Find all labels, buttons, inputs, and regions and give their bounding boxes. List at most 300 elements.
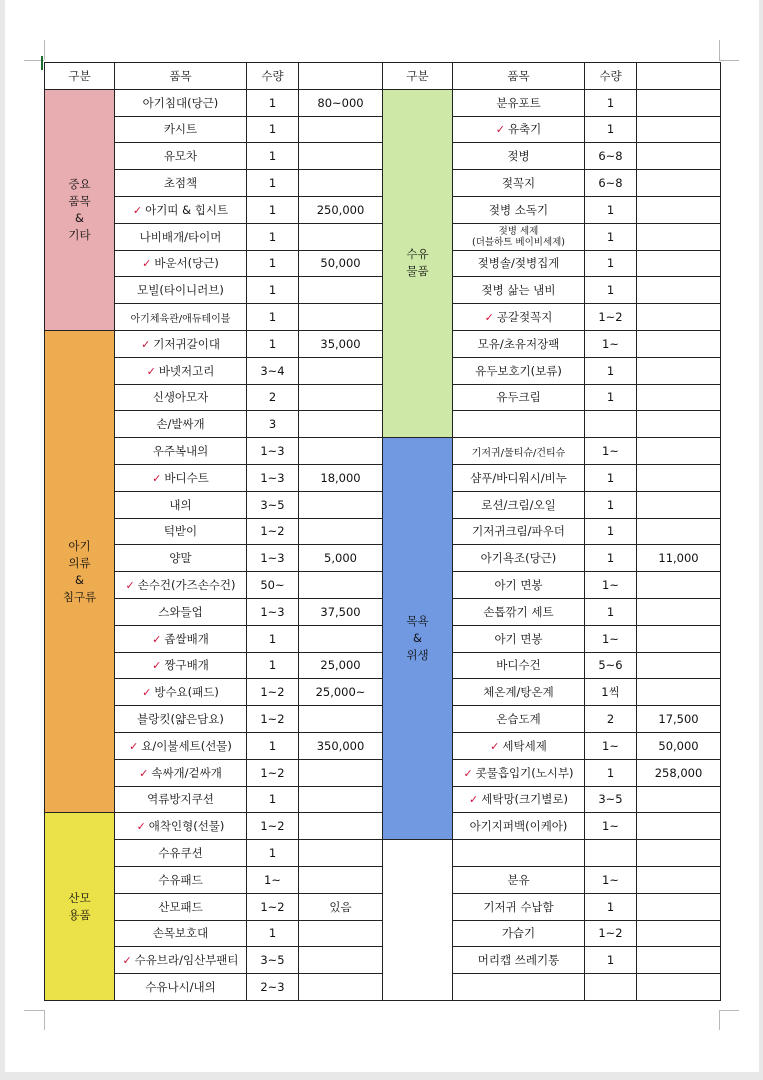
qty-cell: 1 [585,491,637,518]
price-cell [637,920,721,947]
qty-cell: 1 [585,598,637,625]
price-cell [637,974,721,1001]
item-cell [115,652,247,679]
category-label-line: 목욕 [406,614,429,629]
price-cell [637,357,721,384]
item-name: 짱구배개 [164,658,209,673]
price-cell [637,893,721,920]
category-cell [45,330,115,812]
category-label-line: 위생 [406,648,429,663]
price-cell [637,625,721,652]
category-label-line: 아기 [68,538,91,553]
category-label-line: & [413,631,422,646]
item-name: 체온계/탕온계 [483,685,554,700]
qty-cell: 1 [585,223,637,250]
item-name: 분유포트 [496,95,541,110]
item-name: 유두보호기(보류) [475,363,562,378]
item-cell [453,974,585,1001]
item-cell [115,786,247,813]
item-cell [453,545,585,572]
item-cell [115,974,247,1001]
price-cell [637,143,721,170]
qty-cell: 1 [585,384,637,411]
item-cell [115,572,247,599]
qty-cell: 1 [585,545,637,572]
qty-cell [585,840,637,867]
header-item: 품목 [453,63,585,90]
price-cell [637,438,721,465]
item-name: 유두크림 [496,390,541,405]
crop-mark [719,1010,739,1011]
qty-cell: 3~4 [247,357,299,384]
item-cell [453,893,585,920]
qty-cell [585,411,637,438]
price-cell: 35,000 [299,330,383,357]
table-row [45,89,721,116]
item-name: 샴푸/바디워시/비누 [470,470,567,485]
price-cell [299,223,383,250]
item-name: 젖병 [507,149,530,164]
price-cell [299,518,383,545]
qty-cell: 1~2 [247,893,299,920]
crop-mark [44,1010,45,1030]
item-cell [453,572,585,599]
price-cell [299,116,383,143]
qty-cell: 3~5 [247,947,299,974]
item-name: 젖병솔/젖병집게 [477,256,560,271]
item-name: 나비배개/타이머 [139,229,222,244]
item-name: 내의 [169,497,192,512]
item-name: 공갈젖꼭지 [496,310,553,325]
item-cell [453,706,585,733]
header-item: 품목 [115,63,247,90]
price-cell [299,974,383,1001]
item-cell [115,491,247,518]
item-cell [115,759,247,786]
item-name: 요/이불세트(선물) [141,738,232,753]
item-name: 손톱깎기 세트 [483,604,554,619]
price-cell [299,840,383,867]
qty-cell: 1 [585,116,637,143]
price-cell [637,384,721,411]
item-cell [453,223,585,250]
price-cell [637,840,721,867]
item-name-line2: (더블하트 베이비세제) [471,236,566,248]
item-cell [453,518,585,545]
category-label-line: 용품 [68,907,91,922]
item-cell [115,330,247,357]
qty-cell: 1~ [247,866,299,893]
item-name: 바디수트 [164,470,209,485]
checkmark-icon: ✓ [129,739,139,753]
item-name: 바디수건 [496,658,541,673]
item-cell [453,170,585,197]
table-row [45,438,721,465]
item-name: 젖병 소독기 [488,202,549,217]
item-name: 바운서(당근) [154,256,219,271]
item-name: 수유패드 [158,872,203,887]
item-cell [115,947,247,974]
item-name: 블랑킷(얇은담요) [137,712,224,727]
item-cell [453,277,585,304]
item-cell [115,545,247,572]
checkmark-icon: ✓ [142,257,152,271]
price-cell: 37,500 [299,598,383,625]
qty-cell: 1 [247,223,299,250]
item-cell [453,411,585,438]
checkmark-icon: ✓ [136,820,146,834]
qty-cell: 1~3 [247,464,299,491]
item-cell [115,89,247,116]
price-cell [299,357,383,384]
qty-cell: 2~3 [247,974,299,1001]
item-name: 기저귀/물티슈/건티슈 [471,447,566,459]
header-qty: 수량 [585,63,637,90]
item-cell [453,840,585,867]
header-category: 구분 [45,63,115,90]
qty-cell: 1 [247,920,299,947]
checkmark-icon: ✓ [152,659,162,673]
item-cell [453,464,585,491]
item-name: 가습기 [501,926,536,941]
qty-cell: 1 [585,947,637,974]
item-name: 세탁세제 [502,738,547,753]
item-name: 기저귀 수납함 [483,899,554,914]
item-name: 아기 면봉 [494,578,543,593]
category-label-line: & [75,572,84,587]
item-cell [115,116,247,143]
category-label-line: 산모 [68,890,91,905]
qty-cell: 1~ [585,732,637,759]
qty-cell: 1~2 [247,813,299,840]
qty-cell: 1~ [585,330,637,357]
qty-cell: 2 [585,706,637,733]
qty-cell: 3~5 [247,491,299,518]
item-cell [453,732,585,759]
qty-cell: 1 [247,89,299,116]
price-cell [299,411,383,438]
price-cell: 80~000 [299,89,383,116]
price-cell [637,813,721,840]
checkmark-icon: ✓ [142,686,152,700]
qty-cell: 1 [247,652,299,679]
qty-cell: 1 [585,196,637,223]
item-name: 초점책 [163,176,198,191]
category-cell [383,438,453,840]
item-cell [115,866,247,893]
price-cell [299,491,383,518]
checkmark-icon: ✓ [469,793,479,807]
item-cell [115,304,247,331]
item-cell [115,518,247,545]
price-cell [299,706,383,733]
item-name: 아기체육관/애듀테이블 [130,313,231,325]
item-name: 좁쌀배개 [164,631,209,646]
price-cell [637,304,721,331]
header-price [299,63,383,90]
category-label-line: 의류 [68,555,91,570]
item-cell [453,330,585,357]
price-cell: 25,000 [299,652,383,679]
item-name: 신생아모자 [152,390,209,405]
qty-cell: 1~ [585,866,637,893]
item-cell [453,438,585,465]
qty-cell: 1 [247,304,299,331]
item-cell [453,759,585,786]
baby-items-table [44,62,721,1001]
price-cell [637,679,721,706]
table-row [45,840,721,867]
item-name: 분유 [507,872,530,887]
checkmark-icon: ✓ [122,954,132,968]
text-cursor [41,56,43,70]
item-cell [115,679,247,706]
price-cell [637,277,721,304]
qty-cell: 1 [247,786,299,813]
item-name: 산모패드 [158,899,203,914]
header-qty: 수량 [247,63,299,90]
item-name: 역류방지쿠션 [147,792,214,807]
price-cell: 258,000 [637,759,721,786]
price-cell [637,411,721,438]
qty-cell: 3~5 [585,786,637,813]
item-cell [115,250,247,277]
item-name: 젖병 삶는 냄비 [481,283,556,298]
price-cell [637,170,721,197]
qty-cell: 1~ [585,438,637,465]
qty-cell: 1 [247,143,299,170]
item-cell [453,920,585,947]
checkmark-icon: ✓ [495,123,505,137]
item-name: 모빌(타이니러브) [137,283,224,298]
item-name: 아기침대(당근) [142,95,219,110]
price-cell: 50,000 [637,732,721,759]
price-cell [637,598,721,625]
item-name: 머리캡 쓰레기통 [477,953,560,968]
price-cell: 있음 [299,893,383,920]
qty-cell: 1~2 [247,706,299,733]
price-cell: 5,000 [299,545,383,572]
qty-cell: 1 [585,250,637,277]
price-cell [637,947,721,974]
price-cell [299,438,383,465]
item-name: 바넷저고리 [158,363,215,378]
item-name: 유모차 [163,149,198,164]
item-name: 수유나시/내의 [145,979,216,994]
qty-cell: 1 [247,840,299,867]
price-cell: 25,000~ [299,679,383,706]
item-name: 로션/크림/오일 [481,497,556,512]
qty-cell: 1~3 [247,438,299,465]
checkmark-icon: ✓ [125,579,135,593]
checkmark-icon: ✓ [484,311,494,325]
qty-cell: 1~2 [247,518,299,545]
qty-cell: 3 [247,411,299,438]
item-name: 스와들업 [158,604,203,619]
price-cell [299,170,383,197]
item-cell [453,786,585,813]
price-cell: 11,000 [637,545,721,572]
item-name: 모유/초유저장팩 [477,336,560,351]
item-cell [453,813,585,840]
price-cell: 50,000 [299,250,383,277]
qty-cell: 1 [585,893,637,920]
price-cell [299,759,383,786]
item-cell [453,250,585,277]
item-name: 카시트 [163,122,198,137]
qty-cell: 1 [585,759,637,786]
qty-cell: 1 [247,330,299,357]
item-name: 아기욕조(당근) [480,551,557,566]
price-cell [299,572,383,599]
price-cell [637,572,721,599]
item-name: 젖병 세제 [498,225,539,237]
qty-cell: 1~ [585,625,637,652]
qty-cell: 1 [247,277,299,304]
qty-cell: 1 [585,277,637,304]
header-price [637,63,721,90]
price-cell [299,143,383,170]
item-cell [453,384,585,411]
item-name: 수유쿠션 [158,846,203,860]
item-cell [115,813,247,840]
item-cell [453,625,585,652]
item-cell [453,679,585,706]
item-name: 아기 면봉 [494,631,543,646]
item-name: 속싸개/겉싸개 [151,765,222,780]
checkmark-icon: ✓ [146,364,156,378]
item-name: 손목보호대 [152,926,209,941]
crop-mark [719,40,720,60]
item-cell [115,625,247,652]
item-name: 유축기 [507,122,542,137]
qty-cell: 1 [247,625,299,652]
item-cell [453,947,585,974]
qty-cell: 1~ [585,572,637,599]
item-cell [115,598,247,625]
item-cell [115,223,247,250]
item-name: 턱받이 [163,524,198,539]
item-cell [115,170,247,197]
category-label-line: 품목 [68,193,91,208]
category-label-line: 침구류 [62,589,97,604]
qty-cell [585,974,637,1001]
item-name: 우주복내의 [152,444,209,459]
qty-cell: 1~2 [585,304,637,331]
item-cell [115,464,247,491]
checkmark-icon: ✓ [152,471,162,485]
header-row [45,63,721,90]
price-cell [637,866,721,893]
category-cell [383,840,453,1001]
qty-cell: 1 [585,357,637,384]
price-cell [637,464,721,491]
item-cell [453,866,585,893]
item-cell [453,143,585,170]
item-name: 기저귀갈이대 [153,336,220,351]
price-cell [637,652,721,679]
category-cell [383,89,453,437]
item-cell [115,357,247,384]
category-label-line: 중요 [68,176,91,191]
item-cell [453,89,585,116]
item-name: 콧물흡입기(노시부) [475,765,574,780]
item-cell [115,438,247,465]
item-cell [453,357,585,384]
qty-cell: 1 [247,170,299,197]
price-cell [299,277,383,304]
category-label-line: 수유 [406,247,429,262]
checkmark-icon: ✓ [139,766,149,780]
checkmark-icon: ✓ [152,632,162,646]
category-cell [45,813,115,1001]
qty-cell: 6~8 [585,143,637,170]
item-name: 기저귀크림/파우더 [472,524,565,539]
price-cell [299,304,383,331]
crop-mark [719,60,739,61]
qty-cell: 1~2 [247,679,299,706]
qty-cell: 1 [247,196,299,223]
qty-cell: 1~2 [247,759,299,786]
qty-cell: 6~8 [585,170,637,197]
qty-cell: 1 [247,250,299,277]
item-name: 온습도계 [496,712,541,727]
qty-cell: 1~3 [247,545,299,572]
item-name: 방수요(패드) [154,685,219,700]
price-cell [637,786,721,813]
price-cell [637,89,721,116]
price-cell [637,223,721,250]
price-cell [299,786,383,813]
category-cell [45,89,115,330]
price-cell [299,947,383,974]
item-cell [453,304,585,331]
qty-cell: 1~3 [247,598,299,625]
item-cell [115,196,247,223]
price-cell [299,866,383,893]
item-name: 세탁망(크기별로) [481,792,568,807]
item-cell [115,920,247,947]
qty-cell: 1~ [585,813,637,840]
qty-cell: 1~2 [585,920,637,947]
price-cell [299,625,383,652]
item-name: 애착인형(선물) [148,819,225,834]
item-cell [115,277,247,304]
item-cell [115,411,247,438]
checkmark-icon: ✓ [132,203,143,217]
checkmark-icon: ✓ [141,337,151,351]
price-cell: 17,500 [637,706,721,733]
price-cell: 18,000 [299,464,383,491]
qty-cell: 2 [247,384,299,411]
item-name: 젖꼭지 [501,176,536,191]
item-cell [453,598,585,625]
qty-cell: 1 [585,464,637,491]
item-name: 아기지퍼백(이케아) [469,819,568,834]
item-cell [453,116,585,143]
qty-cell: 1씩 [585,679,637,706]
qty-cell: 1 [585,89,637,116]
item-cell [453,652,585,679]
price-cell [299,920,383,947]
crop-mark [719,1010,720,1030]
item-cell [115,143,247,170]
category-label-line: 기타 [68,227,91,242]
qty-cell: 1 [585,518,637,545]
item-cell [115,893,247,920]
checkmark-icon: ✓ [490,739,500,753]
item-name: 양말 [169,551,192,566]
